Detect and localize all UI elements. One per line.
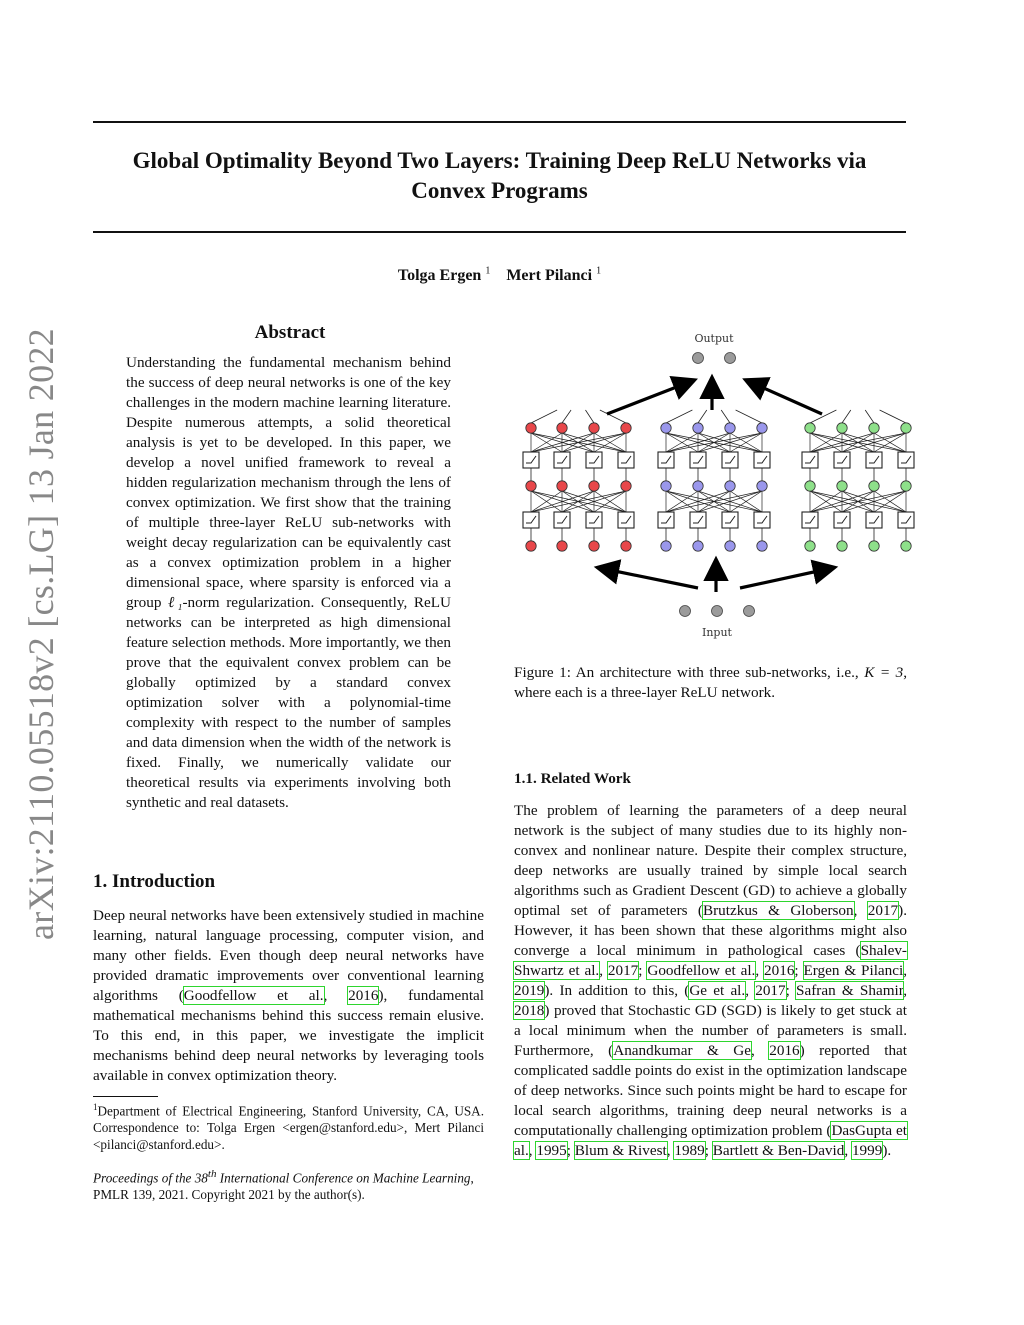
relu-unit-box: [523, 452, 539, 468]
neuron-node: [869, 541, 879, 551]
citation-link[interactable]: Brutzkus & Globerson: [702, 902, 854, 919]
neuron-node: [869, 423, 879, 433]
citation-year-link[interactable]: 1989: [674, 1142, 705, 1159]
neuron-node: [725, 481, 735, 491]
neuron-node: [805, 541, 815, 551]
related-work-body: The problem of learning the parameters of a deep neural network is the subject of many studies due to its highly non-convex and nonlinear nature. Despite their complex structure, deep networks are usually trained by simple local search algorithms such as Gradient Descent (GD) to achieve a globally optimal set of parameters (Brutzkus & Globerson, 2017). However, it has been shown that these algorithms might also converge a local minimum in pathological cases (Shalev-Shwartz et al., 2017; Goodfellow et al., 2016; Ergen & Pilanci, 2019). In addition to this, (Ge et al., 2017; Safran & Shamir, 2018) proved that Stochastic GD (SGD) is likely to get stuck at a local minimum when the number of parameters is small. Furthermore, (Anandkumar & Ge, 2016) reported that complicated saddle points do exist in the optimization landscape of deep networks. Since such points might be hard to escape for local search algorithms, training deep neural networks is a computationally challenging optimization problem (DasGupta et al., 1995; Blum & Rivest, 1989; Bartlett & Ben-David, 1999).: [514, 802, 908, 1159]
paper-title: [93, 146, 906, 206]
relu-unit-box: [554, 512, 570, 528]
relu-unit-box: [618, 512, 634, 528]
citation-year-link[interactable]: 1999: [851, 1142, 883, 1159]
neuron-node: [869, 481, 879, 491]
citation-year-link[interactable]: 2017: [755, 982, 786, 999]
footnote-rule: [93, 1096, 158, 1097]
neuron-node: [757, 481, 767, 491]
arxiv-stamp: arXiv:2110.05518v2 [cs.LG] 13 Jan 2022: [21, 328, 61, 940]
relu-unit-box: [658, 452, 674, 468]
neuron-node: [901, 481, 911, 491]
relu-unit-box: [754, 512, 770, 528]
relu-unit-box: [586, 452, 602, 468]
neuron-node: [901, 541, 911, 551]
relu-unit-box: [690, 512, 706, 528]
relu-unit-box: [523, 512, 539, 528]
connection-line: [842, 410, 851, 423]
neuron-node: [725, 541, 735, 551]
neuron-node: [661, 423, 671, 433]
connection-line: [721, 410, 730, 423]
relu-unit-box: [834, 512, 850, 528]
connection-line: [666, 410, 692, 423]
neuron-node: [557, 481, 567, 491]
citation-year-link[interactable]: 2016: [769, 1042, 800, 1059]
neuron-node: [589, 481, 599, 491]
relu-unit-box: [898, 512, 914, 528]
relu-unit-box: [618, 452, 634, 468]
relu-unit-box: [802, 512, 818, 528]
citation-link[interactable]: Shalev-Shwartz et al.: [514, 942, 907, 979]
neuron-node: [757, 423, 767, 433]
introduction-body: Deep neural networks have been extensively studied in machine learning, natural language processing, computer vision, and many other fields. Even though deep neural networks have provided dramatic improvements over conventional learning algorithms (Goodfellow et al., 2016), fundamental mathematical mechanisms behind this success remain elusive. To this end, in this paper, we investigate the implicit mechanisms behind deep neural networks by leveraging tools available in convex optimization theory.: [93, 907, 484, 1084]
architecture-figure: [505, 325, 925, 655]
ell1-symbol: ℓ₁: [168, 594, 183, 611]
flow-arrow: [748, 381, 822, 414]
neuron-node: [557, 541, 567, 551]
citation-link[interactable]: Goodfellow et al.: [183, 987, 324, 1004]
neuron-node: [661, 541, 671, 551]
neuron-node: [621, 541, 631, 551]
citation-year-link[interactable]: 2018: [514, 1002, 545, 1019]
citation-year-link[interactable]: 1995: [536, 1142, 567, 1159]
neuron-node: [526, 423, 536, 433]
flow-arrow: [740, 568, 832, 588]
neuron-node: [901, 423, 911, 433]
relu-unit-box: [658, 512, 674, 528]
abstract-body: Understanding the fundamental mechanism behind the success of deep neural networks is one of the key challenges in the modern machine learning literature. Despite numerous attempts, a solid theoretical analysis is yet to be developed. In this paper, we develop a novel unified framework to reveal a hidden regularization mechanism through the lens of convex optimization. We first show that the training of multiple three-layer ReLU sub-networks with weight decay regularization can be equivalently cast as a convex optimization problem in a higher dimensional space, where sparsity is enforced via a group ℓ₁-norm regularization. Consequently, ReLU networks can be interpreted as high dimensional feature selection methods. More importantly, we then prove that the equivalent convex problem can be globally optimized by a standard convex optimization solver with a polynomial-time complexity with respect to the number of samples and data dimension when the width of the network is fixed. Finally, we numerically validate our theoretical results via experiments involving both synthetic and real datasets.: [126, 354, 451, 811]
relu-unit-box: [754, 452, 770, 468]
neuron-node: [837, 481, 847, 491]
neuron-node: [589, 423, 599, 433]
input-node: [744, 606, 755, 617]
connection-line: [736, 410, 762, 423]
relu-unit-box: [554, 452, 570, 468]
input-node: [712, 606, 723, 617]
relu-unit-box: [898, 452, 914, 468]
related-work-heading: 1.1. Related Work: [514, 770, 631, 787]
flow-arrow: [607, 381, 692, 414]
neuron-node: [805, 423, 815, 433]
introduction-heading: 1. Introduction: [93, 871, 216, 892]
neuron-node: [725, 423, 735, 433]
output-node: [725, 353, 736, 364]
connection-line: [531, 410, 557, 423]
title-line-2: Convex Programs: [411, 178, 588, 203]
flow-arrow: [600, 568, 698, 588]
neuron-node: [589, 541, 599, 551]
citation-link[interactable]: Goodfellow et al.: [647, 962, 756, 979]
title-line-1: Global Optimality Beyond Two Layers: Training Deep ReLU Networks via: [132, 148, 867, 173]
relu-unit-box: [866, 452, 882, 468]
input-label: Input: [702, 626, 732, 639]
top-rule: [93, 121, 906, 123]
citation-link[interactable]: Bartlett & Ben-David: [712, 1142, 845, 1159]
connection-line: [585, 410, 594, 423]
relu-unit-box: [802, 452, 818, 468]
relu-unit-box: [586, 512, 602, 528]
citation-year-link[interactable]: 2017: [867, 902, 899, 919]
proceedings-note: Proceedings of the 38th International Conference on Machine Learning, PMLR 139, 2021. Copyright 2021 by the author(s).: [93, 1168, 474, 1203]
relu-unit-box: [690, 452, 706, 468]
neuron-node: [621, 423, 631, 433]
affiliation-footnote: $^1$Department of Electrical Engineering, Stanford University, CA, USA. Correspondence to: Tolga Ergen <ergen@stanford.edu>, Mert Pilanci <pilanci@stanford.edu>.: [93, 1102, 484, 1153]
neuron-node: [693, 481, 703, 491]
citation-link[interactable]: Anandkumar & Ge: [613, 1042, 751, 1059]
author-list: [93, 266, 906, 285]
citation-link[interactable]: Safran & Shamir: [796, 982, 904, 999]
neuron-node: [621, 481, 631, 491]
neuron-node: [693, 541, 703, 551]
neuron-node: [693, 423, 703, 433]
caption-math: K = 3: [864, 664, 904, 681]
connection-line: [562, 410, 571, 423]
citation-year-link[interactable]: 2017: [607, 962, 639, 979]
citation-link[interactable]: Ergen & Pilanci: [803, 962, 904, 979]
relu-unit-box: [834, 452, 850, 468]
neuron-node: [805, 481, 815, 491]
author-1: Tolga Ergen $^1$: [397, 266, 491, 285]
neuron-node: [837, 423, 847, 433]
neuron-node: [526, 541, 536, 551]
citation-link[interactable]: Blum & Rivest: [574, 1142, 667, 1159]
connection-line: [698, 410, 707, 423]
title-bottom-rule: [93, 231, 906, 233]
author-2: Mert Pilanci $^1$: [506, 266, 602, 285]
neuron-node: [661, 481, 671, 491]
relu-unit-box: [722, 512, 738, 528]
relu-unit-box: [866, 512, 882, 528]
neuron-node: [557, 423, 567, 433]
citation-year-link[interactable]: 2019: [514, 982, 545, 999]
connection-line: [865, 410, 874, 423]
input-node: [680, 606, 691, 617]
abstract-heading: Abstract: [254, 322, 326, 343]
relu-unit-box: [722, 452, 738, 468]
connection-line: [880, 410, 906, 423]
figure-caption: Figure 1: An architecture with three sub-networks, i.e., K = 3, where each is a three-layer ReLU network.: [514, 664, 907, 701]
citation-link[interactable]: Ge et al.: [689, 982, 746, 999]
neuron-node: [837, 541, 847, 551]
neuron-node: [526, 481, 536, 491]
output-label: Output: [694, 332, 734, 345]
neuron-node: [757, 541, 767, 551]
citation-year-link[interactable]: 2016: [764, 962, 795, 979]
citation-year-link[interactable]: 2016: [348, 987, 379, 1004]
citation-link[interactable]: DasGupta et al.: [514, 1122, 907, 1159]
output-node: [693, 353, 704, 364]
